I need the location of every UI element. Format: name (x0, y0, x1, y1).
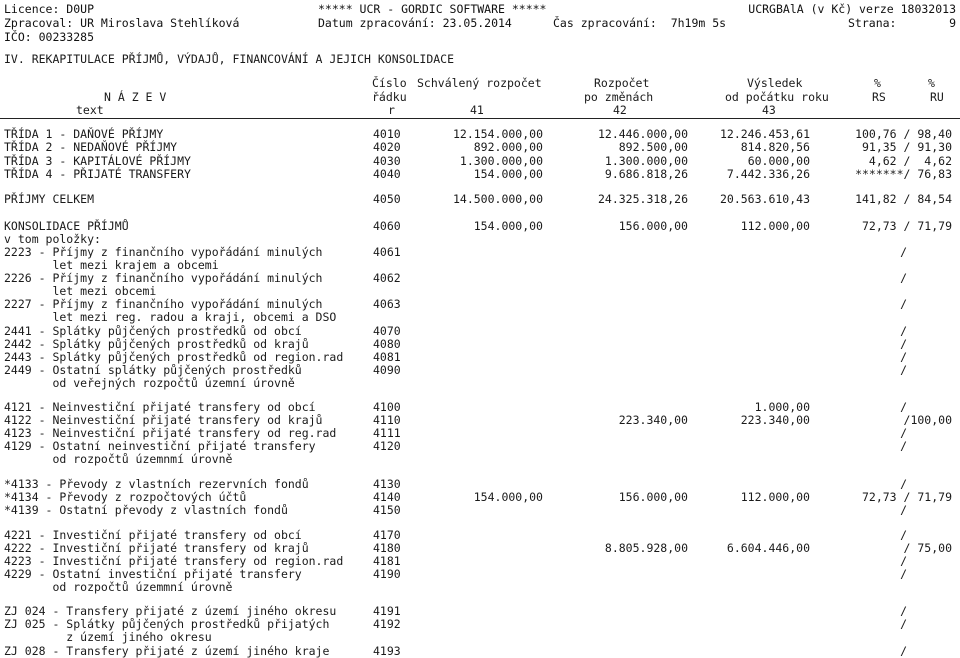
table-row (0, 452, 960, 466)
table-row (0, 580, 960, 594)
row-budget-value: 12.446.000,00 (597, 127, 688, 141)
row-name: ZJ 024 - Transfery přijaté z území jiného okresu (4, 604, 337, 618)
section-title-line (0, 52, 960, 66)
row-name: 4223 - Investiční přijaté transfery od region.rad (4, 554, 344, 568)
row-number: 4063 (373, 297, 401, 311)
row-percent-value: / (900, 297, 907, 311)
row-approved-value: 14.500.000,00 (452, 192, 543, 206)
row-percent-value: / (900, 528, 907, 542)
row-number: 4050 (373, 192, 401, 206)
row-number: 4080 (373, 337, 401, 351)
table-row (0, 541, 960, 555)
row-number: 4191 (373, 604, 401, 618)
col-pct-rs-symbol: % (874, 76, 881, 90)
col-row-number-title: Číslo (372, 76, 407, 90)
row-approved-value: 154.000,00 (473, 490, 543, 504)
row-percent-value: 91,35 / 91,30 (861, 140, 952, 154)
row-name: 4121 - Neinvestiční přijaté transfery od obcí (4, 400, 316, 414)
row-percent-value: *******/ 76,83 (855, 167, 952, 181)
row-name: 4229 - Ostatní investiční přijaté transfery (4, 567, 302, 581)
table-row (0, 503, 960, 517)
table-row (0, 630, 960, 644)
row-number: 4040 (373, 167, 401, 181)
col-name-title: N Á Z E V (104, 90, 167, 104)
row-approved-value: 154.000,00 (473, 219, 543, 233)
table-row (0, 324, 960, 338)
col-header-line-1 (0, 76, 960, 90)
row-name: ZJ 028 - Transfery přijaté z území jiného kraje (4, 644, 330, 658)
row-name: TŘÍDA 3 - KAPITÁLOVÉ PŘÍJMY (4, 154, 191, 168)
row-number: 4110 (373, 413, 401, 427)
row-number: 4193 (373, 644, 401, 658)
row-name: 4129 - Ostatní neinvestiční přijaté transfery (4, 439, 316, 453)
row-number: 4030 (373, 154, 401, 168)
row-name: 4222 - Investiční přijaté transfery od krajů (4, 541, 309, 555)
table-row (0, 554, 960, 568)
row-percent-value: 141,82 / 84,54 (855, 192, 952, 206)
col-header-line-3 (0, 103, 960, 117)
row-name: 4221 - Investiční přijaté transfery od obcí (4, 528, 302, 542)
row-number: 4090 (373, 363, 401, 377)
row-result-value: 814.820,56 (740, 140, 810, 154)
row-number: 4140 (373, 490, 401, 504)
table-row (0, 400, 960, 414)
row-percent-value: / (900, 426, 907, 440)
row-percent-value: 72,73 / 71,79 (861, 219, 952, 233)
row-name: 4123 - Neinvestiční přijaté transfery od reg.rad (4, 426, 337, 440)
row-name: TŘÍDA 4 - PŘIJATÉ TRANSFERY (4, 167, 191, 181)
row-number: 4192 (373, 617, 401, 631)
row-name: 2442 - Splátky půjčených prostředků od krajů (4, 337, 309, 351)
row-number: 4111 (373, 426, 401, 440)
row-percent-value: / (900, 363, 907, 377)
row-number: 4081 (373, 350, 401, 364)
row-number: 4010 (373, 127, 401, 141)
col-pct-rs-label: RS (872, 90, 886, 104)
table-row (0, 477, 960, 491)
table-row (0, 567, 960, 581)
row-name: *4134 - Převody z rozpočtových účtů (4, 490, 247, 504)
row-percent-value: / (900, 337, 907, 351)
row-name: *4139 - Ostatní převody z vlastních fondů (4, 503, 288, 517)
row-result-value: 1.000,00 (754, 400, 810, 414)
row-number: 4190 (373, 567, 401, 581)
row-result-value: 6.604.446,00 (726, 541, 810, 555)
row-name: 2227 - Příjmy z finančního vypořádání minulých (4, 297, 323, 311)
row-name: TŘÍDA 2 - NEDAŇOVÉ PŘÍJMY (4, 140, 178, 154)
col-result-subtitle: od počátku roku (725, 90, 829, 104)
table-row (0, 337, 960, 351)
table-row (0, 350, 960, 364)
licence-text: Licence: D0UP (4, 2, 95, 16)
table-row (0, 363, 960, 377)
table-row (0, 232, 960, 246)
row-name: *4133 - Převody z vlastních rezervních fondů (4, 477, 309, 491)
row-number: 4062 (373, 271, 401, 285)
processed-date-text: Datum zpracování: 23.05.2014 (318, 16, 512, 30)
header-line-2 (0, 16, 960, 30)
row-budget-value: 1.300.000,00 (604, 154, 688, 168)
row-name: 2226 - Příjmy z finančního vypořádání minulých (4, 271, 323, 285)
row-name: od veřejných rozpočtů územní úrovně (4, 376, 295, 390)
table-row (0, 528, 960, 542)
row-number: 4130 (373, 477, 401, 491)
table-row (0, 604, 960, 618)
row-name: od rozpočtů územmní úrovně (4, 580, 233, 594)
row-approved-value: 1.300.000,00 (459, 154, 543, 168)
table-row (0, 490, 960, 504)
table-row (0, 219, 960, 233)
row-number: 4170 (373, 528, 401, 542)
row-budget-value: 24.325.318,26 (597, 192, 688, 206)
row-percent-value: / (900, 400, 907, 414)
row-number: 4070 (373, 324, 401, 338)
row-percent-value: / (900, 567, 907, 581)
row-name: 2223 - Příjmy z finančního vypořádání minulých (4, 245, 323, 259)
header-line-1 (0, 2, 960, 16)
col-result-title: Výsledek (747, 76, 803, 90)
row-result-value: 112.000,00 (740, 219, 810, 233)
row-percent-value: / (900, 617, 907, 631)
row-name: TŘÍDA 1 - DAŇOVÉ PŘÍJMY (4, 127, 164, 141)
col-name-subtitle: text (76, 103, 104, 117)
page-label: Strana: (848, 16, 897, 30)
row-percent-value: / (900, 477, 907, 491)
row-percent-value: 72,73 / 71,79 (861, 490, 952, 504)
row-number: 4150 (373, 503, 401, 517)
row-number: 4100 (373, 400, 401, 414)
col-approved-code: 41 (470, 103, 484, 117)
table-row (0, 154, 960, 168)
row-name: 4122 - Neinvestiční přijaté transfery od krajů (4, 413, 323, 427)
header-divider (0, 118, 960, 119)
row-result-value: 12.246.453,61 (719, 127, 810, 141)
row-percent-value: /100,00 (903, 413, 952, 427)
table-row (0, 310, 960, 324)
row-number: 4120 (373, 439, 401, 453)
row-percent-value: / (900, 350, 907, 364)
table-row (0, 245, 960, 259)
table-row (0, 644, 960, 658)
row-number: 4061 (373, 245, 401, 259)
table-row (0, 376, 960, 390)
row-result-value: 60.000,00 (747, 154, 810, 168)
row-result-value: 20.563.610,43 (719, 192, 810, 206)
row-result-value: 112.000,00 (740, 490, 810, 504)
table-row (0, 192, 960, 206)
row-result-value: 223.340,00 (740, 413, 810, 427)
table-row (0, 617, 960, 631)
table-row (0, 439, 960, 453)
row-approved-value: 12.154.000,00 (452, 127, 543, 141)
row-budget-value: 223.340,00 (618, 413, 688, 427)
row-number: 4060 (373, 219, 401, 233)
table-row (0, 297, 960, 311)
table-row (0, 284, 960, 298)
row-name: 2441 - Splátky půjčených prostředků od obcí (4, 324, 302, 338)
row-percent-value: / (900, 604, 907, 618)
row-name: KONSOLIDACE PŘÍJMŮ (4, 219, 129, 233)
row-name: let mezi obcemi (4, 284, 157, 298)
row-name: z území jiného okresu (4, 630, 212, 644)
row-budget-value: 156.000,00 (618, 490, 688, 504)
col-budget-subtitle: po změnách (584, 90, 654, 104)
row-budget-value: 892.500,00 (618, 140, 688, 154)
col-budget-code: 42 (613, 103, 627, 117)
col-pct-ru-symbol: % (928, 76, 935, 90)
col-pct-ru-label: RU (930, 90, 944, 104)
ico-text: IČO: 00233285 (4, 30, 95, 44)
section-title: IV. REKAPITULACE PŘÍJMŮ, VÝDAJŮ, FINANCOVÁNÍ A JEJICH KONSOLIDACE (4, 52, 455, 66)
row-budget-value: 156.000,00 (618, 219, 688, 233)
table-row (0, 127, 960, 141)
row-name: od rozpočtů územnmí úrovně (4, 452, 233, 466)
col-approved-title: Schválený rozpočet (417, 76, 542, 90)
row-percent-value: / (900, 503, 907, 517)
row-name: 2443 - Splátky půjčených prostředků od region.rad (4, 350, 344, 364)
header-line-3 (0, 30, 960, 44)
row-name: PŘÍJMY CELKEM (4, 192, 95, 206)
row-percent-value: / (900, 439, 907, 453)
col-row-code: r (388, 103, 395, 117)
row-percent-value: / (900, 271, 907, 285)
processed-time-text: Čas zpracování: 7h19m 5s (553, 16, 727, 30)
row-percent-value: / 75,00 (903, 541, 952, 555)
table-row (0, 167, 960, 181)
version-text: UCRGBAlA (v Kč) verze 18032013 (748, 2, 956, 16)
row-percent-value: / (900, 245, 907, 259)
row-budget-value: 8.805.928,00 (604, 541, 688, 555)
col-budget-title: Rozpočet (594, 76, 650, 90)
col-header-line-2 (0, 90, 960, 104)
row-percent-value: / (900, 644, 907, 658)
processed-by-text: Zpracoval: UR Miroslava Stehlíková (4, 16, 240, 30)
row-number: 4181 (373, 554, 401, 568)
system-text: ***** UCR - GORDIC SOFTWARE ***** (318, 2, 547, 16)
row-approved-value: 154.000,00 (473, 167, 543, 181)
table-row (0, 271, 960, 285)
row-percent-value: 4,62 / 4,62 (868, 154, 952, 168)
col-result-code: 43 (762, 103, 776, 117)
row-number: 4020 (373, 140, 401, 154)
row-name: v tom položky: (4, 232, 101, 246)
row-name: ZJ 025 - Splátky půjčených prostředků přijatých (4, 617, 330, 631)
row-percent-value: / (900, 554, 907, 568)
row-name: let mezi krajem a obcemi (4, 258, 219, 272)
row-percent-value: / (900, 324, 907, 338)
row-percent-value: 100,76 / 98,40 (855, 127, 952, 141)
col-row-number-subtitle: řádku (372, 90, 407, 104)
row-budget-value: 9.686.818,26 (604, 167, 688, 181)
table-row (0, 140, 960, 154)
row-name: 2449 - Ostatní splátky půjčených prostředků (4, 363, 302, 377)
table-row (0, 413, 960, 427)
table-row (0, 426, 960, 440)
row-approved-value: 892.000,00 (473, 140, 543, 154)
page-number: 9 (949, 16, 956, 30)
row-result-value: 7.442.336,26 (726, 167, 810, 181)
row-number: 4180 (373, 541, 401, 555)
row-name: let mezi reg. radou a kraji, obcemi a DSO (4, 310, 337, 324)
table-row (0, 258, 960, 272)
